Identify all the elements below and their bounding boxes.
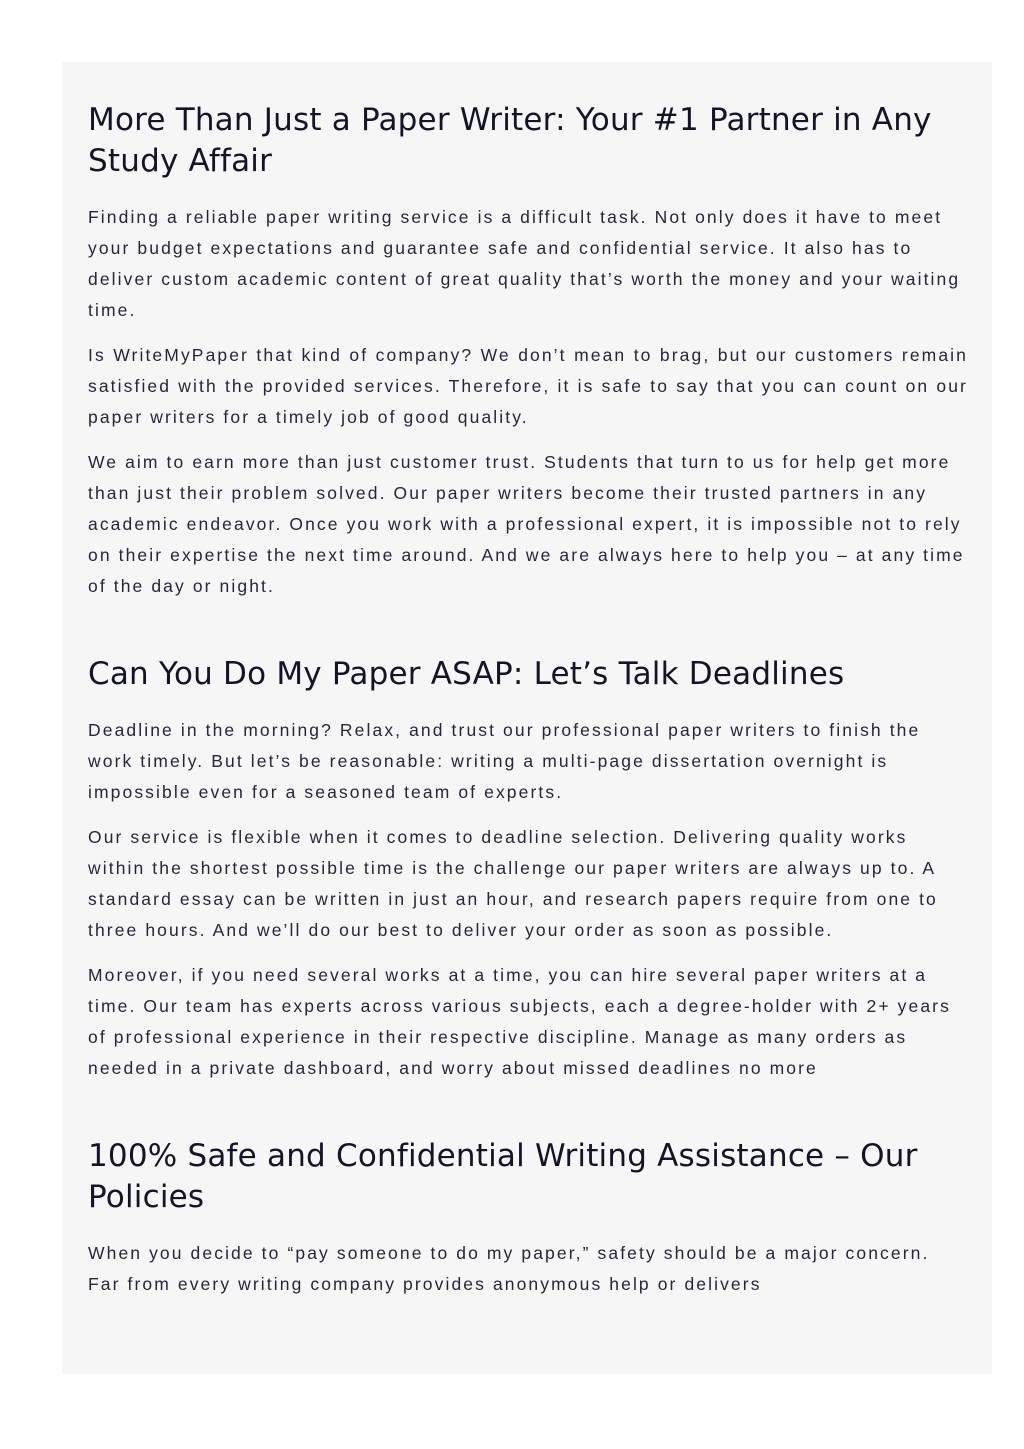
section-policies [88, 1136, 968, 1300]
section-deadlines [88, 654, 968, 1084]
section-title: 100% Safe and Confidential Writing Assistance – Our Policies [88, 1138, 918, 1215]
section-title: Can You Do My Paper ASAP: Let’s Talk Deadlines [88, 656, 845, 692]
paragraph: When you decide to “pay someone to do my paper,” safety should be a major concern. Far from every writing company provides anonymous help or delivers [88, 1243, 930, 1294]
article [88, 100, 968, 1300]
paragraph: Finding a reliable paper writing service is a difficult task. Not only does it have to meet your budget expectations and guarantee safe and confidential service. It also has to deliver custom academic content of great quality that’s worth the money and your waiting time. [88, 207, 961, 320]
paragraph: Our service is flexible when it comes to deadline selection. Delivering quality works within the shortest possible time is the challenge our paper writers are always up to. A standard essay can be written in just an hour, and research papers require from one to three hours. And we’ll do our best to deliver your order as soon as possible. [88, 827, 938, 940]
section-title: More Than Just a Paper Writer: Your #1 Partner in Any Study Affair [88, 102, 932, 179]
paragraph: Moreover, if you need several works at a time, you can hire several paper writers at a time. Our team has experts across various subjects, each a degree-holder with 2+ years of professional experience in their respective discipline. Manage as many orders as needed in a private dashboard, and worry about missed deadlines no more [88, 965, 951, 1078]
paragraph: Deadline in the morning? Relax, and trust our professional paper writers to finish the work timely. But let’s be reasonable: writing a multi-page dissertation overnight is impossible even for a seasoned team of experts. [88, 720, 921, 802]
section-partner [88, 100, 968, 602]
paragraph: We aim to earn more than just customer trust. Students that turn to us for help get more than just their problem solved. Our paper writers become their trusted partners in any academic endeavor. Once you work with a professional expert, it is impossible not to rely on their expertise the next time around. And we are always here to help you – at any time of the day or night. [88, 452, 965, 596]
paragraph: Is WriteMyPaper that kind of company? We don’t mean to brag, but our customers remain satisfied with the provided services. Therefore, it is safe to say that you can count on our paper writers for a timely job of good quality. [88, 345, 968, 427]
